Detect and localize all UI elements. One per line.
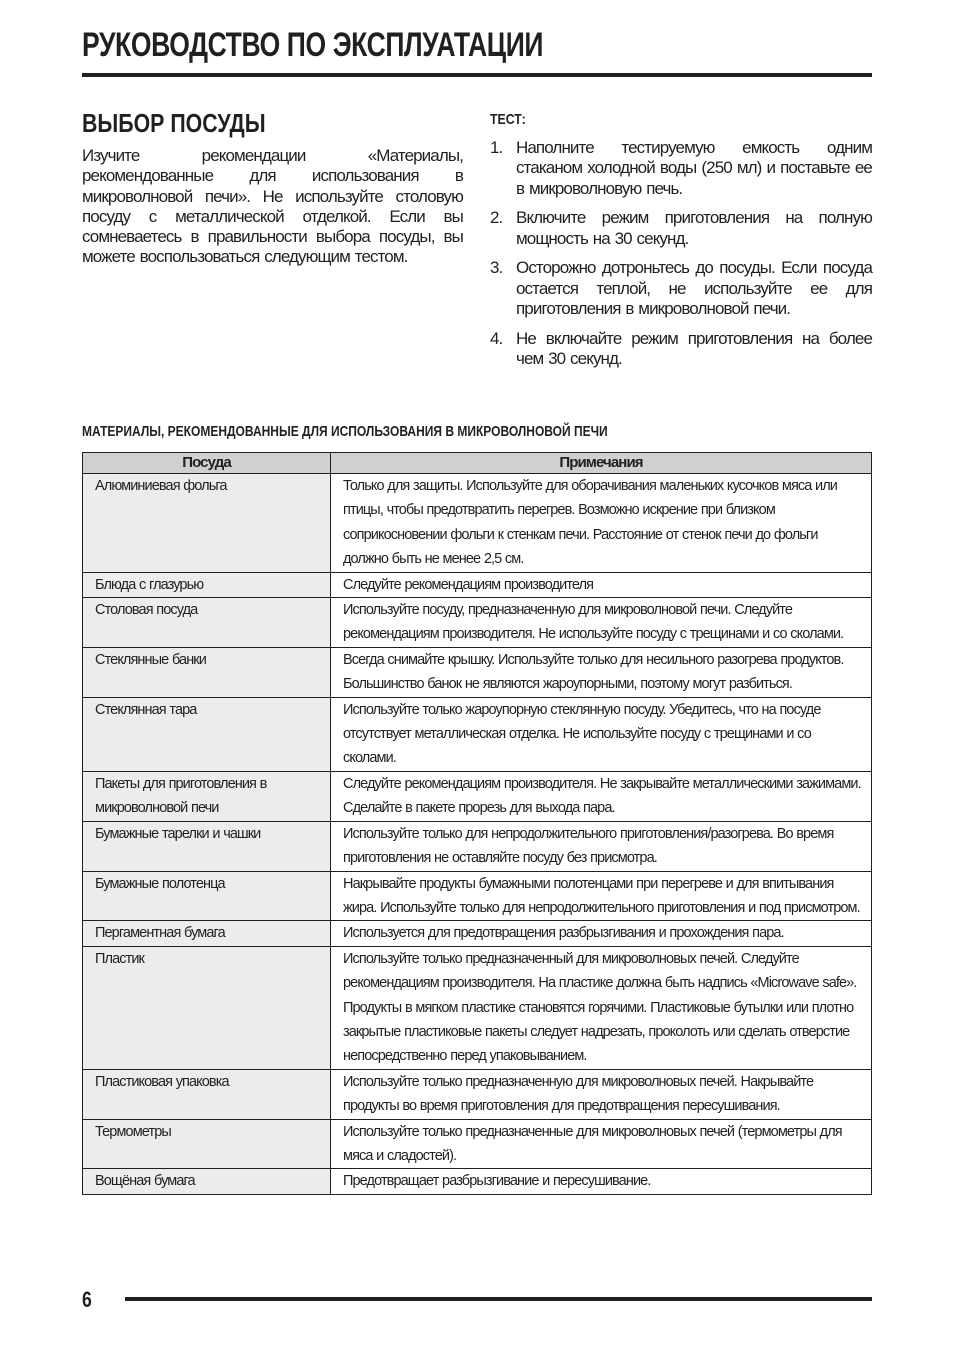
test-step: [490, 258, 872, 319]
table-row: [83, 1169, 872, 1194]
test-steps-list: [490, 138, 872, 379]
table-row: [83, 474, 872, 573]
test-title: ТЕСТ:: [490, 111, 526, 128]
table-row: [83, 1119, 872, 1169]
notes-cell: Используйте только предназначенные для микроволновых печей (термометры для мяса и сладостей).: [331, 1119, 872, 1169]
intro-paragraph: Изучите рекомендации «Материалы, рекомендованные для использования в микроволновой печи». Не используйте столовую посуду с металлической отделкой. Если вы сомневаетесь в правильности выбора посуды, вы можете воспользоваться следующим тестом.: [82, 146, 463, 267]
table-row: [83, 572, 872, 597]
table-row: [83, 821, 872, 871]
cookware-cell: Стеклянные банки: [83, 647, 331, 697]
table-header-row: [83, 453, 872, 474]
notes-cell: Используйте только предназначенный для микроволновых печей. Следуйте рекомендациям производителя. На пластике должна быть надпись «Microwave safe». Продукты в мягком пластике становятся горячими. Пластиковые бутылки или плотно закрытые пластиковые пакеты следует надрезать, проколоть или сделать отверстие непосредственно перед упаковыванием.: [331, 946, 872, 1069]
notes-cell: Только для защиты. Используйте для оборачивания маленьких кусочков мяса или птицы, чтобы предотвратить перегрев. Возможно искрение при близком соприкосновении фольги к стенкам печи. Расстояние от стенок печи до фольги должно быть не менее 2,5 см.: [331, 474, 872, 573]
cookware-cell: Пластик: [83, 946, 331, 1069]
step-text: Осторожно дотроньтесь до посуды. Если посуда остается теплой, не используйте ее для приготовления в микроволновой печи.: [516, 258, 872, 319]
page-number: 6: [82, 1287, 92, 1312]
notes-cell: Накрывайте продукты бумажными полотенцами при перегреве и для впитывания жира. Используйте только для непродолжительного приготовления и под присмотром.: [331, 871, 872, 921]
title-rule: [82, 73, 872, 77]
cookware-cell: Бумажные тарелки и чашки: [83, 821, 331, 871]
column-header-cookware: Посуда: [83, 453, 331, 474]
step-number: 2.: [490, 208, 503, 228]
notes-cell: Предотвращает разбрызгивание и пересушивание.: [331, 1169, 872, 1194]
cookware-cell: Термометры: [83, 1119, 331, 1169]
notes-cell: Используйте посуду, предназначенную для микроволновой печи. Следуйте рекомендациям производителя. Не используйте посуду с трещинами и со сколами.: [331, 598, 872, 648]
notes-cell: Следуйте рекомендациям производителя. Не закрывайте металлическими зажимами. Сделайте в пакете прорезь для выхода пара.: [331, 771, 872, 821]
table-row: [83, 921, 872, 946]
table-row: [83, 1069, 872, 1119]
cookware-cell: Столовая посуда: [83, 598, 331, 648]
notes-cell: Следуйте рекомендациям производителя: [331, 572, 872, 597]
step-number: 4.: [490, 328, 503, 348]
test-step: [490, 138, 872, 199]
cookware-cell: Стеклянная тара: [83, 697, 331, 771]
table-row: [83, 697, 872, 771]
test-step: [490, 208, 872, 249]
notes-cell: Всегда снимайте крышку. Используйте только для несильного разогрева продуктов. Большинство банок не являются жароупорными, поэтому могут разбиться.: [331, 647, 872, 697]
notes-cell: Используйте только предназначенную для микроволновых печей. Накрывайте продукты во время приготовления для предотвращения пересушивания.: [331, 1069, 872, 1119]
notes-cell: Используйте только жароупорную стеклянную посуду. Убедитесь, что на посуде отсутствует металлическая отделка. Не используйте посуду с трещинами и со сколами.: [331, 697, 872, 771]
table-row: [83, 598, 872, 648]
column-header-notes: Примечания: [331, 453, 872, 474]
table-row: [83, 871, 872, 921]
page-title: РУКОВОДСТВО ПО ЭКСПЛУАТАЦИИ: [82, 26, 544, 64]
step-text: Включите режим приготовления на полную мощность на 30 секунд.: [516, 208, 872, 248]
test-step: [490, 329, 872, 370]
materials-table-title: МАТЕРИАЛЫ, РЕКОМЕНДОВАННЫЕ ДЛЯ ИСПОЛЬЗОВАНИЯ В МИКРОВОЛНОВОЙ ПЕЧИ: [82, 423, 608, 440]
materials-table: [82, 452, 872, 1195]
footer-rule: [125, 1297, 872, 1301]
table-row: [83, 946, 872, 1069]
cookware-cell: Пакеты для приготовления в микроволновой печи: [83, 771, 331, 821]
step-text: Наполните тестируемую емкость одним стаканом холодной воды (250 мл) и поставьте ее в микроволновую печь.: [516, 138, 872, 198]
cookware-cell: Алюминиевая фольга: [83, 474, 331, 573]
step-number: 3.: [490, 258, 503, 278]
notes-cell: Используется для предотвращения разбрызгивания и прохождения пара.: [331, 921, 872, 946]
cookware-cell: Пластиковая упаковка: [83, 1069, 331, 1119]
notes-cell: Используйте только для непродолжительного приготовления/разогрева. Во время приготовления не оставляйте посуду без присмотра.: [331, 821, 872, 871]
cookware-cell: Пергаментная бумага: [83, 921, 331, 946]
table-row: [83, 771, 872, 821]
cookware-cell: Бумажные полотенца: [83, 871, 331, 921]
table-row: [83, 647, 872, 697]
cookware-cell: Блюда с глазурью: [83, 572, 331, 597]
step-text: Не включайте режим приготовления на более чем 30 секунд.: [516, 328, 872, 369]
section-title-cookware-selection: ВЫБОР ПОСУДЫ: [82, 108, 266, 138]
step-number: 1.: [490, 138, 503, 157]
cookware-cell: Вощёная бумага: [83, 1169, 331, 1194]
